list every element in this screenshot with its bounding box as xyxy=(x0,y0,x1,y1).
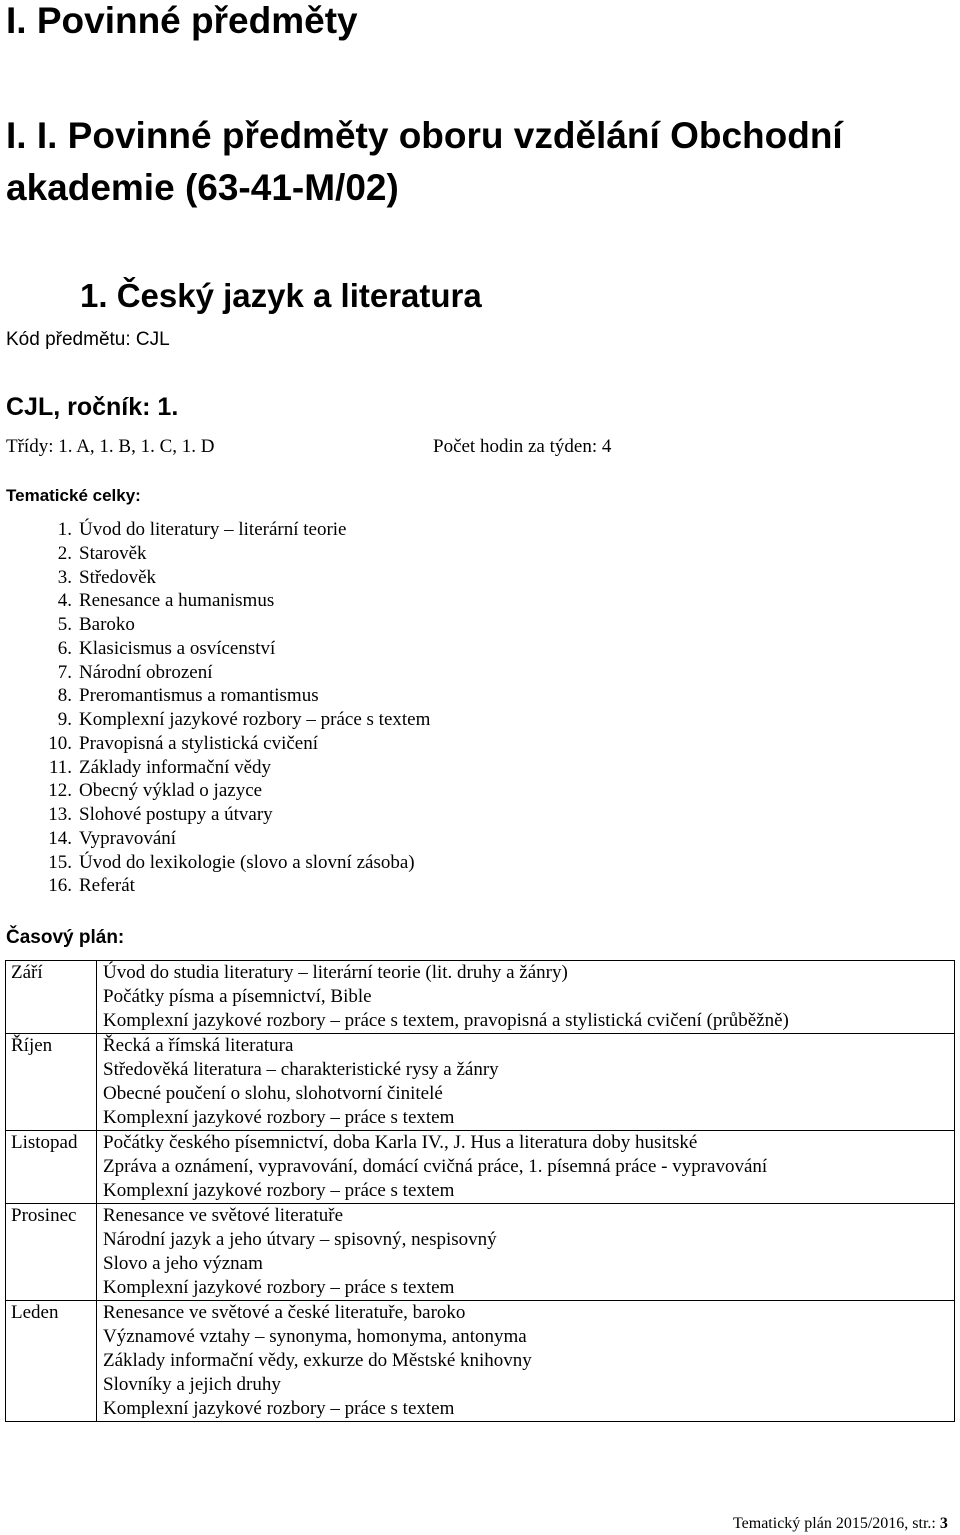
plan-item: Renesance ve světové a české literatuře, baroko xyxy=(103,1302,466,1323)
topic-item xyxy=(34,851,430,875)
plan-item: Komplexní jazykové rozbory – práce s textem xyxy=(103,1398,455,1419)
topic-text: Starověk xyxy=(79,542,147,564)
topic-item xyxy=(34,589,430,613)
topic-text: Referát xyxy=(79,875,135,897)
plan-item: Základy informační vědy, exkurze do Městské knihovny xyxy=(103,1350,532,1371)
section-heading-line1: I. I. Povinné předměty oboru vzdělání Obchodní xyxy=(6,115,843,156)
topic-number: 5. xyxy=(57,614,72,635)
topic-text: Úvod do lexikologie (slovo a slovní zásoba) xyxy=(79,851,415,873)
plan-row xyxy=(6,1034,955,1131)
classes-text: Třídy: 1. A, 1. B, 1. C, 1. D xyxy=(6,436,215,457)
topic-item xyxy=(34,542,430,566)
plan-item: Slovo a jeho význam xyxy=(103,1253,263,1274)
topic-number: 9. xyxy=(57,709,72,730)
topics-label: Tematické celky: xyxy=(6,486,141,505)
topic-number: 16. xyxy=(48,875,72,897)
plan-items xyxy=(97,1034,955,1131)
plan-row xyxy=(6,1301,955,1422)
topic-text: Renesance a humanismus xyxy=(79,590,275,612)
plan-item: Úvod do studia literatury – literární teorie (lit. druhy a žánry) xyxy=(103,962,568,983)
topic-text: Úvod do literatury – literární teorie xyxy=(79,519,347,540)
plan-item: Významové vztahy – synonyma, homonyma, antonyma xyxy=(103,1326,527,1347)
footer-text: Tematický plán 2015/2016, str.: xyxy=(733,1515,940,1532)
plan-item: Počátky českého písemnictví, doba Karla IV., J. Hus a literatura doby husitské xyxy=(103,1132,698,1153)
page-title: I. Povinné předměty xyxy=(6,0,358,41)
plan-month: Prosinec xyxy=(6,1204,97,1301)
topic-number: 11. xyxy=(48,756,72,778)
page-footer xyxy=(733,1514,948,1534)
page-number: 3 xyxy=(939,1515,948,1532)
plan-month: Leden xyxy=(6,1301,97,1422)
topic-number: 14. xyxy=(48,827,72,849)
plan-row xyxy=(6,1131,955,1204)
topic-text: Základy informační vědy xyxy=(79,756,272,778)
plan-item: Komplexní jazykové rozbory – práce s textem xyxy=(103,1180,455,1201)
topic-text: Komplexní jazykové rozbory – práce s textem xyxy=(79,709,431,730)
section-heading-line2: akademie (63-41-M/02) xyxy=(6,167,399,208)
topic-text: Vypravování xyxy=(79,827,177,849)
plan-item: Středověká literatura – charakteristické rysy a žánry xyxy=(103,1059,499,1080)
topic-number: 7. xyxy=(57,661,72,683)
topic-item xyxy=(34,684,430,708)
topic-item xyxy=(34,827,430,851)
topic-item xyxy=(34,779,430,803)
topic-text: Klasicismus a osvícenství xyxy=(79,637,276,659)
topic-number: 1. xyxy=(57,519,72,540)
topic-item xyxy=(34,708,430,732)
plan-item: Komplexní jazykové rozbory – práce s textem xyxy=(103,1107,455,1128)
plan-item: Renesance ve světové literatuře xyxy=(103,1205,344,1226)
topic-number: 12. xyxy=(48,780,72,802)
topic-item xyxy=(34,566,430,590)
plan-items xyxy=(97,1204,955,1301)
plan-label: Časový plán: xyxy=(6,927,125,948)
topic-item xyxy=(34,661,430,685)
plan-item: Slovníky a jejich druhy xyxy=(103,1374,281,1395)
hours-text: Počet hodin za týden: 4 xyxy=(433,436,612,457)
topic-item xyxy=(34,637,430,661)
plan-items xyxy=(97,1131,955,1204)
topic-item xyxy=(34,803,430,827)
plan-month: Říjen xyxy=(6,1034,97,1131)
plan-items xyxy=(97,961,955,1034)
topic-text: Slohové postupy a útvary xyxy=(79,804,273,825)
plan-row xyxy=(6,1204,955,1301)
topic-text: Preromantismus a romantismus xyxy=(79,685,319,707)
topic-number: 3. xyxy=(57,566,72,588)
plan-item: Obecné poučení o slohu, slohotvorní činitelé xyxy=(103,1083,443,1104)
topic-number: 4. xyxy=(57,590,72,612)
grade-heading: CJL, ročník: 1. xyxy=(6,393,179,421)
topic-item xyxy=(34,613,430,637)
plan-item: Národní jazyk a jeho útvary – spisovný, nespisovný xyxy=(103,1229,497,1250)
topic-number: 13. xyxy=(48,804,72,825)
topic-item xyxy=(34,732,430,756)
topic-text: Pravopisná a stylistická cvičení xyxy=(79,732,319,754)
topic-item xyxy=(34,756,430,780)
topic-number: 8. xyxy=(57,685,72,707)
plan-item: Komplexní jazykové rozbory – práce s textem xyxy=(103,1277,455,1298)
topic-item xyxy=(34,874,430,898)
plan-items xyxy=(97,1301,955,1422)
topic-number: 15. xyxy=(48,851,72,873)
time-plan-table xyxy=(5,960,955,1422)
topic-text: Národní obrození xyxy=(79,661,213,683)
plan-item: Počátky písma a písemnictví, Bible xyxy=(103,986,372,1007)
topics-list xyxy=(34,518,430,898)
section-heading xyxy=(6,110,843,214)
topic-text: Baroko xyxy=(79,614,135,635)
topic-text: Obecný výklad o jazyce xyxy=(79,780,263,802)
topic-item xyxy=(34,518,430,542)
plan-row xyxy=(6,961,955,1034)
plan-item: Řecká a římská literatura xyxy=(103,1035,294,1056)
plan-item: Zpráva a oznámení, vypravování, domácí cvičná práce, 1. písemná práce - vypravování xyxy=(103,1156,768,1177)
topic-number: 2. xyxy=(57,542,72,564)
plan-month: Listopad xyxy=(6,1131,97,1204)
topic-number: 10. xyxy=(48,732,72,754)
subject-heading: 1. Český jazyk a literatura xyxy=(80,277,482,314)
subject-code: Kód předmětu: CJL xyxy=(6,329,170,350)
plan-month: Září xyxy=(6,961,97,1034)
plan-item: Komplexní jazykové rozbory – práce s textem, pravopisná a stylistická cvičení (průběžně) xyxy=(103,1010,789,1031)
topic-number: 6. xyxy=(57,637,72,659)
topic-text: Středověk xyxy=(79,566,157,588)
